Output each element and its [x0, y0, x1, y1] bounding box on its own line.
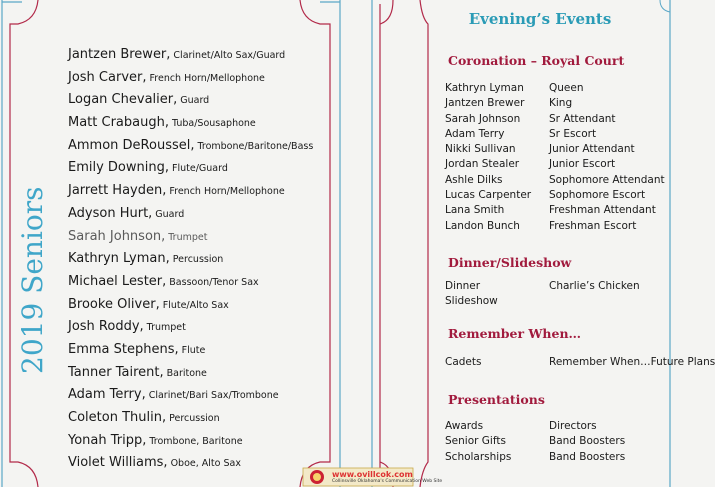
dinner-row: [445, 294, 640, 309]
coronation-detail: Queen: [549, 82, 584, 94]
coronation-item: Kathryn Lyman: [445, 82, 524, 94]
coronation-item: Adam Terry: [445, 127, 505, 140]
coronation-item: Lana Smith: [445, 204, 505, 217]
senior-name: Emma Stephens,: [68, 341, 179, 357]
senior-row: [68, 292, 368, 315]
presentations-row: [445, 434, 625, 449]
remember-item: Cadets: [445, 356, 482, 368]
senior-instruments: Percussion: [169, 413, 220, 424]
senior-name: Ammon DeRoussel,: [68, 137, 195, 153]
events-title: Evening’s Events: [468, 10, 612, 28]
coronation-detail: Freshman Attendant: [549, 204, 656, 217]
senior-row: [68, 314, 368, 337]
remember-row: [445, 355, 715, 370]
senior-instruments: Clarinet/Alto Sax/Guard: [173, 50, 286, 61]
senior-name: Josh Roddy,: [68, 319, 144, 335]
senior-name: Matt Crabaugh,: [68, 115, 169, 131]
coronation-heading: Coronation – Royal Court: [448, 53, 625, 68]
senior-instruments: Guard: [155, 208, 185, 220]
coronation-item: Nikki Sullivan: [445, 143, 516, 156]
coronation-row: [445, 219, 665, 234]
senior-row: [68, 178, 368, 201]
coronation-detail: Sophomore Attendant: [549, 173, 665, 186]
senior-instruments: Flute/Guard: [172, 163, 228, 175]
presentations-item: Scholarships: [445, 450, 512, 463]
senior-row: [68, 246, 368, 269]
senior-instruments: Flute/Alto Sax: [162, 299, 229, 311]
senior-row: [68, 155, 368, 178]
coronation-row: [445, 112, 665, 127]
coronation-row: [445, 81, 665, 96]
senior-name: Adyson Hurt,: [68, 205, 153, 221]
senior-name: Jantzen Brewer,: [68, 47, 171, 62]
senior-instruments: Guard: [180, 95, 210, 107]
senior-name: Violet Williams,: [68, 455, 168, 471]
senior-name: Yonah Tripp,: [68, 432, 147, 448]
senior-name: Tanner Tairent,: [68, 364, 164, 380]
coronation-item: Jordan Stealer: [445, 158, 520, 171]
remember-table: [445, 355, 715, 370]
dinner-detail: Charlie’s Chicken: [549, 280, 640, 292]
dinner-item: Dinner: [445, 280, 481, 292]
senior-row: [68, 65, 368, 88]
coronation-detail: Sr Escort: [549, 127, 597, 140]
senior-instruments: Oboe, Alto Sax: [170, 458, 241, 470]
top-right-scroll: [660, 0, 670, 12]
senior-instruments: Trumpet: [146, 322, 186, 334]
coronation-detail: Freshman Escort: [549, 219, 637, 232]
senior-instruments: French Horn/Mellophone: [149, 72, 265, 84]
presentations-detail: Band Boosters: [549, 450, 626, 463]
coronation-item: Jantzen Brewer: [445, 97, 525, 110]
coronation-row: [445, 142, 665, 157]
senior-row: [68, 405, 368, 428]
coronation-detail: King: [549, 97, 573, 110]
senior-row: [68, 133, 368, 156]
coronation-row: [445, 157, 665, 172]
senior-instruments: Tuba/Sousaphone: [171, 118, 256, 130]
senior-name: Brooke Oliver,: [68, 296, 160, 312]
coronation-row: [445, 173, 665, 188]
senior-row: [68, 269, 368, 292]
senior-instruments: Trumpet: [168, 231, 208, 243]
senior-name: Josh Carver,: [68, 69, 147, 85]
presentations-heading: Presentations: [448, 392, 545, 407]
senior-instruments: Bassoon/Tenor Sax: [169, 276, 259, 288]
coronation-row: [445, 127, 665, 142]
senior-instruments: Baritone: [166, 367, 207, 379]
senior-name: Emily Downing,: [68, 160, 169, 176]
dinner-table: [445, 279, 640, 310]
right-panel-border-inner: [380, 0, 428, 487]
senior-instruments: Flute: [181, 344, 206, 356]
senior-name: Logan Chevalier,: [68, 92, 178, 108]
presentations-table: [445, 419, 625, 465]
coronation-detail: Junior Escort: [549, 158, 616, 171]
coronation-detail: Junior Attendant: [549, 143, 635, 156]
presentations-detail: Band Boosters: [549, 435, 626, 448]
senior-row: [68, 360, 368, 383]
remember-heading: Remember When…: [448, 326, 582, 341]
coronation-row: [445, 96, 665, 111]
senior-row: [68, 382, 368, 405]
dinner-item: Slideshow: [445, 295, 498, 308]
presentations-item: Awards: [445, 420, 484, 432]
dinner-row: [445, 279, 640, 294]
coronation-item: Landon Bunch: [445, 219, 520, 232]
senior-name: Sarah Johnson,: [68, 228, 166, 244]
senior-row: [68, 224, 368, 247]
coronation-table: [445, 81, 665, 234]
coronation-item: Lucas Carpenter: [445, 189, 532, 202]
coronation-detail: Sr Attendant: [549, 112, 616, 125]
senior-instruments: Trombone/Baritone/Bass: [197, 140, 314, 152]
senior-name: Jarrett Hayden,: [68, 183, 167, 199]
senior-instruments: Trombone, Baritone: [149, 435, 243, 447]
presentations-row: [445, 450, 625, 465]
presentations-item: Senior Gifts: [445, 435, 506, 448]
coronation-item: Ashle Dilks: [445, 173, 503, 186]
senior-instruments: Percussion: [172, 254, 224, 266]
senior-row: [68, 87, 368, 110]
senior-name: Adam Terry,: [68, 387, 146, 403]
senior-row: [68, 428, 368, 451]
senior-name: Kathryn Lyman,: [68, 251, 170, 267]
vertical-title: [8, 148, 52, 378]
senior-row: [68, 337, 368, 360]
vertical-title-text: 2019 Seniors: [16, 186, 49, 374]
presentations-detail: Directors: [549, 420, 597, 432]
senior-row: [68, 42, 368, 65]
senior-name: Michael Lester,: [68, 273, 167, 289]
senior-instruments: French Horn/Mellophone: [169, 186, 285, 198]
senior-name: Coleton Thulin,: [68, 410, 167, 425]
dinner-heading: Dinner/Slideshow: [448, 255, 572, 270]
coronation-row: [445, 203, 665, 218]
senior-instruments: Clarinet/Bari Sax/Trombone: [148, 390, 279, 402]
coronation-item: Sarah Johnson: [445, 112, 521, 125]
right-panel-border-outer: [372, 0, 670, 487]
presentations-row: [445, 419, 625, 434]
seniors-list: [68, 42, 368, 473]
remember-detail: Remember When…Future Plans: [549, 356, 715, 368]
watermark-site: www.ovillcok.com: [332, 470, 413, 479]
senior-row: [68, 110, 368, 133]
coronation-row: [445, 188, 665, 203]
watermark-tagline: Collinsville Oklahoma's Communication Web Site: [332, 479, 443, 484]
senior-row: [68, 201, 368, 224]
coronation-detail: Sophomore Escort: [549, 189, 646, 202]
